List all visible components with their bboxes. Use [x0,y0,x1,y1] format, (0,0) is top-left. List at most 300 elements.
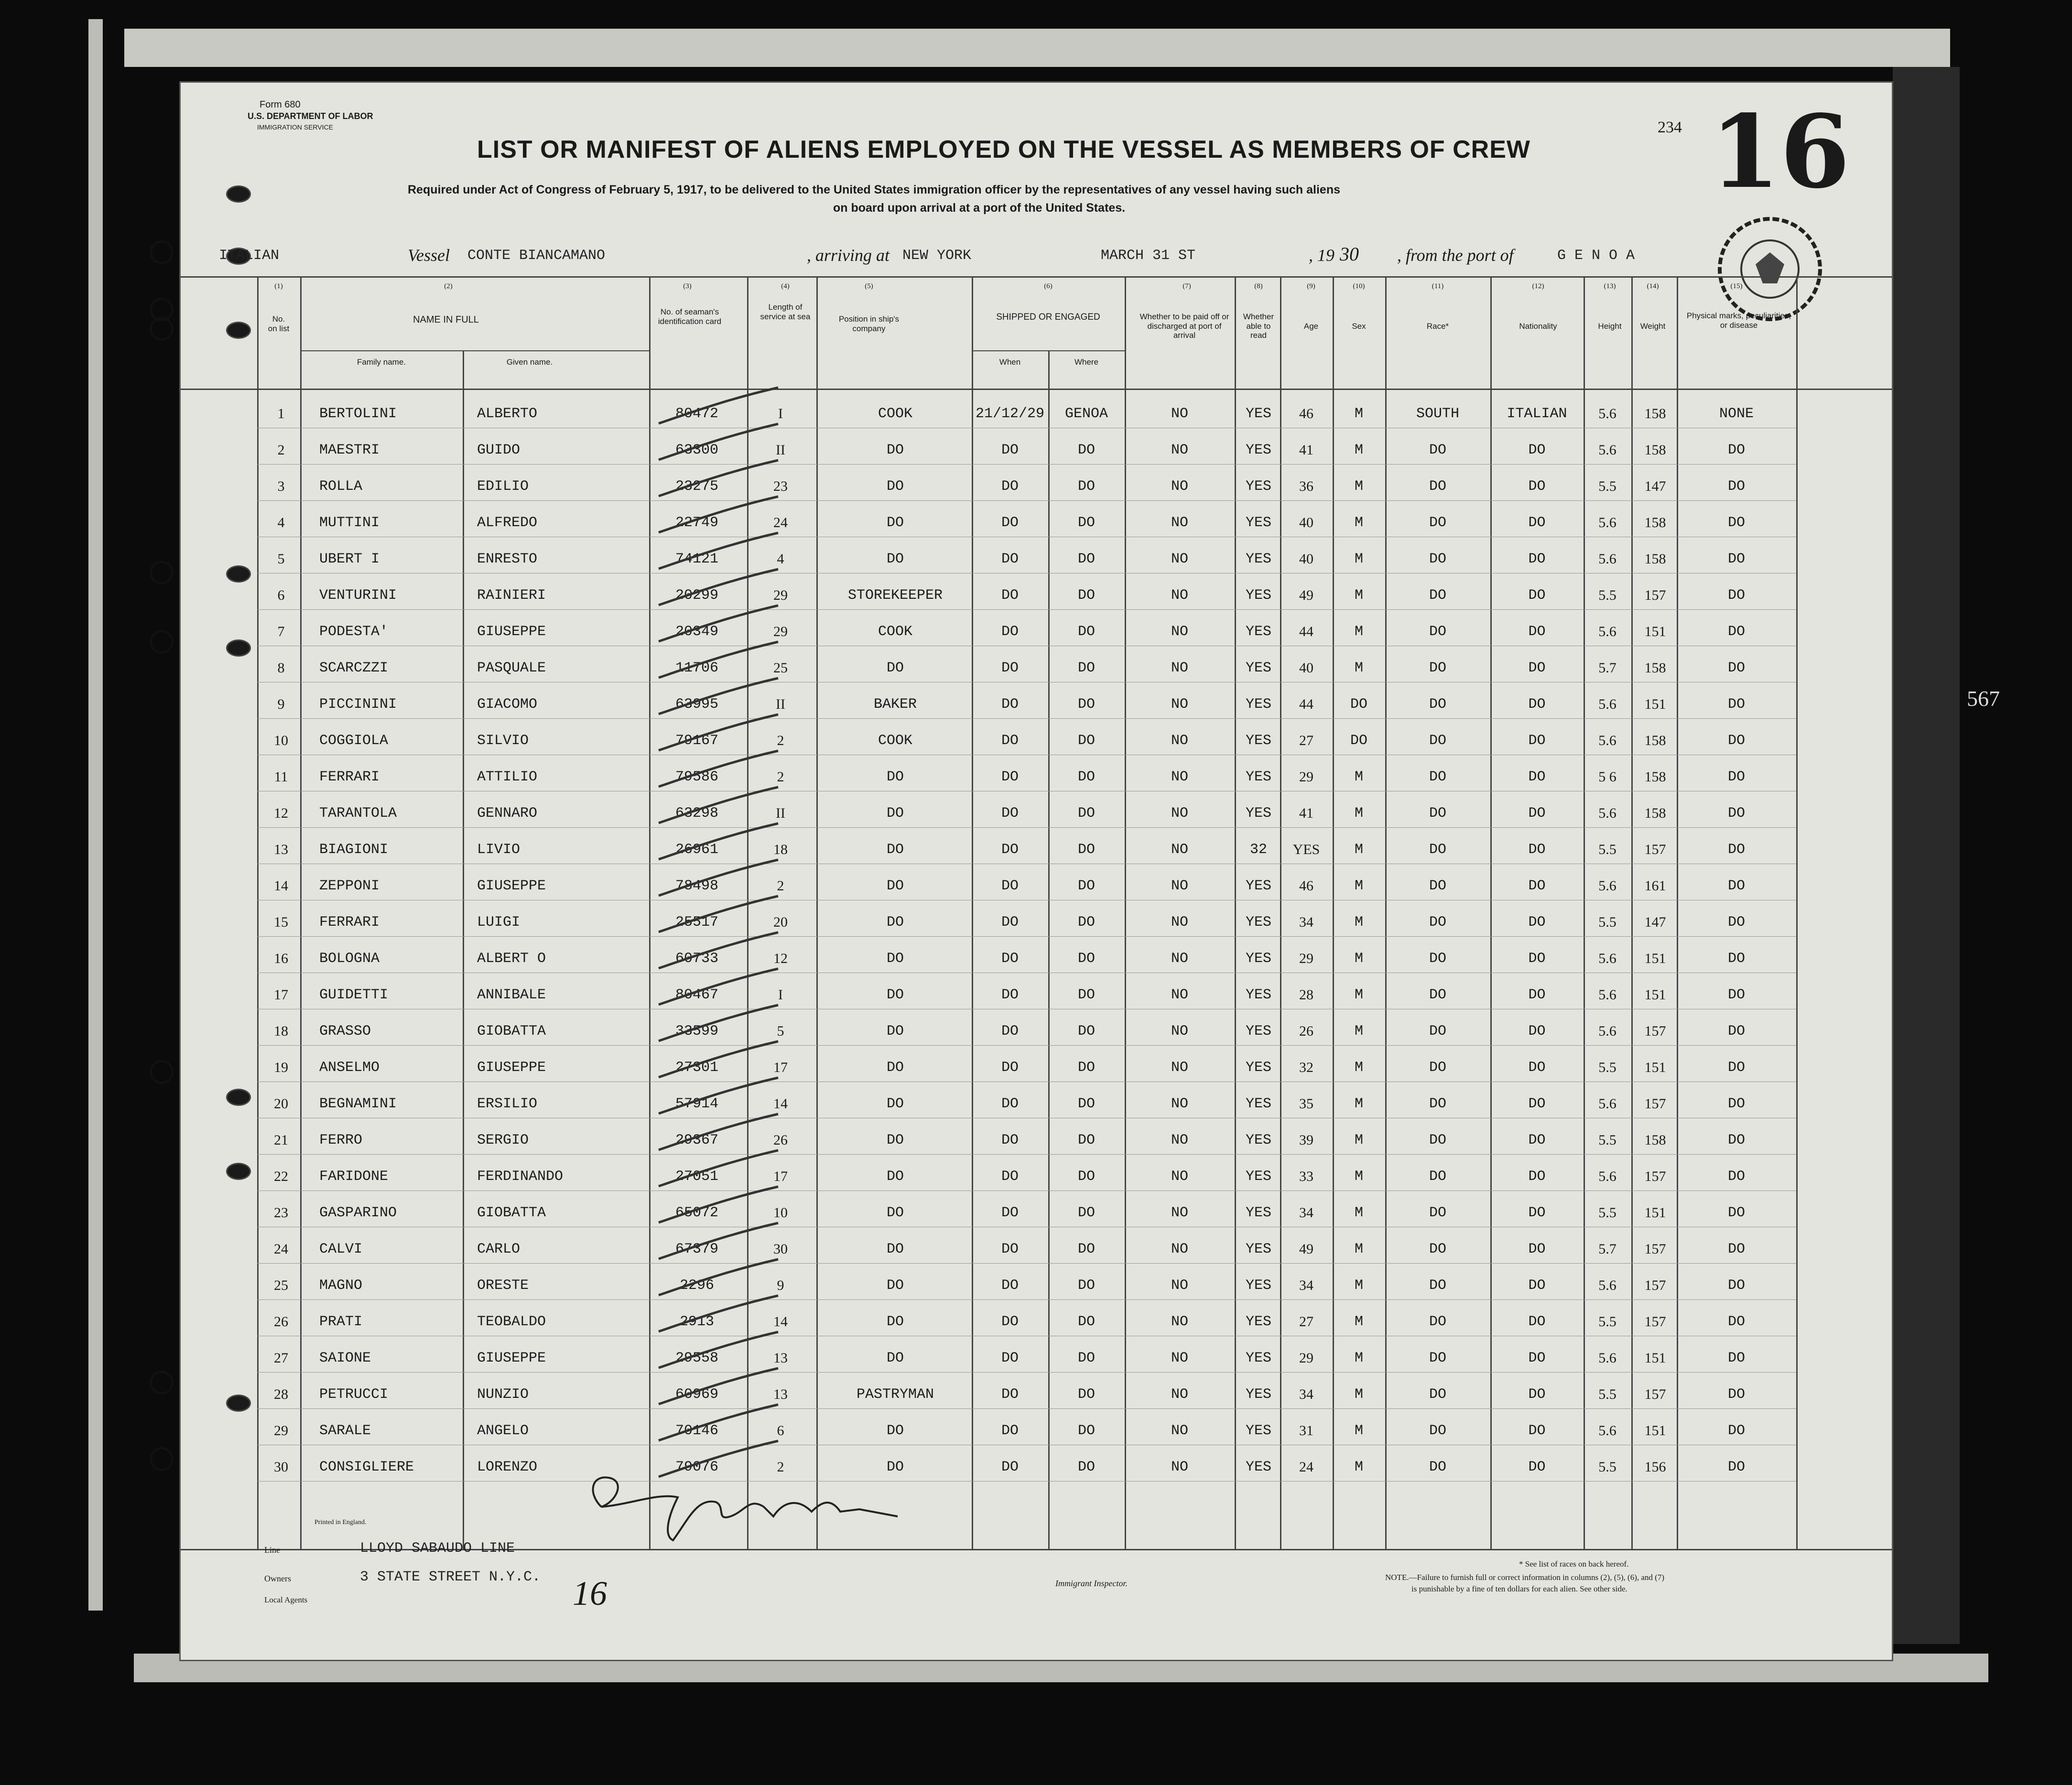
cell-nationality: DO [1528,733,1546,749]
cell-given: GUIDO [477,442,521,458]
cell-marks: DO [1727,878,1745,894]
cell-card: 79076 [675,1459,718,1475]
cell-age: 33 [1299,1168,1313,1184]
note-line-2: is punishable by a fine of ten dollars for each alien. See other side. [1411,1584,1627,1593]
cell-where: GENOA [1064,406,1108,422]
cell-given: GIOBATTA [477,1023,546,1039]
cell-age: 32 [1299,1060,1313,1075]
table-row [181,1082,1892,1118]
cell-family: VENTURINI [319,587,397,604]
cell-sex: M [1354,551,1363,567]
handwritten-signature [573,1464,907,1550]
cell-race: DO [1429,1277,1446,1294]
cell-marks: DO [1727,951,1745,967]
cell-marks: DO [1727,442,1745,458]
table-row [181,865,1892,900]
cell-sex: M [1354,624,1363,640]
cell-service: 24 [773,515,788,530]
cell-race: DO [1429,1423,1446,1439]
cell-service: 14 [773,1314,788,1330]
cell-marks: DO [1727,660,1745,676]
cell-paid: NO [1171,515,1188,531]
cell-read: YES [1245,1205,1271,1221]
cell-weight: 151 [1644,624,1666,639]
table-row [181,1046,1892,1082]
cell-age: 46 [1299,878,1313,894]
cell-read: YES [1245,515,1271,531]
cell-position: DO [886,1459,904,1475]
cell-position: DO [886,769,904,785]
cell-no: 26 [274,1314,288,1330]
cell-service: I [778,406,783,422]
cell-position: DO [886,987,904,1003]
col-num-5: (5) [865,282,873,290]
col-head-age: Age [1303,322,1319,331]
arrival-date: MARCH 31 ST [1101,248,1196,264]
cell-card: 57914 [675,1096,718,1112]
cell-no: 8 [277,660,285,676]
table-row [181,647,1892,682]
cell-read: YES [1245,442,1271,458]
cell-given: SERGIO [477,1132,529,1148]
cell-height: 5.6 [1598,1350,1616,1366]
cell-height: 5.6 [1598,515,1616,530]
cell-service: 26 [773,1132,788,1148]
cell-no: 6 [277,587,285,603]
cell-paid: NO [1171,914,1188,930]
cell-card: 20299 [675,587,718,604]
col-num-8: (8) [1254,282,1263,290]
cell-card: 67379 [675,1241,718,1257]
cell-service: 10 [773,1205,788,1221]
row-rule [257,1372,1796,1373]
cell-sex: M [1354,1205,1363,1221]
cell-marks: DO [1727,696,1745,713]
cell-race: DO [1429,696,1446,713]
row-rule [257,936,1796,937]
cell-age: 44 [1299,624,1313,639]
cell-given: GIUSEPPE [477,1350,546,1366]
cell-family: SAIONE [319,1350,371,1366]
cell-given: GIUSEPPE [477,1060,546,1076]
cell-marks: DO [1727,624,1745,640]
cell-weight: 158 [1644,406,1666,422]
cell-marks: DO [1727,478,1745,495]
cell-height: 5.7 [1598,660,1616,676]
table-row [181,538,1892,573]
cell-height: 5.5 [1598,1060,1616,1075]
cell-family: BOLOGNA [319,951,380,967]
cell-paid: NO [1171,1205,1188,1221]
binding-ring [150,1060,174,1084]
cell-position: DO [886,442,904,458]
col-head-where: Where [1074,357,1099,367]
table-row [181,937,1892,973]
cell-paid: NO [1171,878,1188,894]
cell-position: DO [886,805,904,822]
cell-card: 29558 [675,1350,718,1366]
col-head-name: NAME IN FULL [413,314,479,325]
cell-given: ALFREDO [477,515,538,531]
col-head-weight: Weight [1640,322,1666,331]
small-page-number: 234 [1658,119,1682,136]
cell-where: DO [1077,769,1095,785]
cell-weight: 147 [1644,914,1666,930]
cell-height: 5.7 [1598,1241,1616,1257]
table-row [181,1446,1892,1482]
cell-where: DO [1077,914,1095,930]
cell-service: 30 [773,1241,788,1257]
cell-height: 5.5 [1598,914,1616,930]
cell-when: DO [1001,515,1019,531]
cell-given: ALBERTO [477,406,538,422]
binding-ring [150,630,174,654]
cell-weight: 147 [1644,478,1666,494]
vessel-name: CONTE BIANCAMANO [467,248,606,264]
cell-when: DO [1001,442,1019,458]
cell-nationality: DO [1528,1459,1546,1475]
handwritten-mark: 16 [573,1574,607,1612]
cell-given: ENRESTO [477,551,538,567]
cell-position: DO [886,478,904,495]
col-head-when: When [999,357,1021,367]
cell-read: YES [1245,660,1271,676]
cell-nationality: DO [1528,1060,1546,1076]
cell-nationality: DO [1528,1350,1546,1366]
cell-where: DO [1077,951,1095,967]
col-head-marks: Physical marks, peculiarities, or disease [1686,311,1791,330]
cell-service: 4 [777,551,784,567]
cell-paid: NO [1171,696,1188,713]
cell-where: DO [1077,842,1095,858]
cell-marks: DO [1727,1060,1745,1076]
table-row [181,1264,1892,1300]
cell-paid: NO [1171,769,1188,785]
cell-when: DO [1001,1205,1019,1221]
cell-when: DO [1001,842,1019,858]
cell-paid: NO [1171,1350,1188,1366]
page-number: 16 [1710,93,1850,211]
cell-race: DO [1429,769,1446,785]
local-agents-label: Local Agents [264,1595,308,1604]
cell-read: YES [1245,478,1271,495]
cell-position: DO [886,515,904,531]
cell-sex: M [1354,878,1363,894]
cell-no: 12 [274,805,288,821]
cell-height: 5.6 [1598,951,1616,966]
cell-marks: DO [1727,805,1745,822]
cell-where: DO [1077,1386,1095,1403]
cell-no: 16 [274,951,288,966]
cell-position: DO [886,914,904,930]
cell-age: 40 [1299,551,1313,567]
cell-weight: 158 [1644,660,1666,676]
cell-weight: 157 [1644,1314,1666,1330]
cell-sex: M [1354,1350,1363,1366]
col-num-3: (3) [683,282,692,290]
cell-age: 34 [1299,914,1313,930]
cell-family: FERRARI [319,769,380,785]
cell-family: MUTTINI [319,515,380,531]
service: IMMIGRATION SERVICE [257,123,333,131]
cell-nationality: DO [1528,442,1546,458]
cell-position: DO [886,878,904,894]
row-rule [257,1408,1796,1409]
cell-race: DO [1429,1205,1446,1221]
cell-race: DO [1429,878,1446,894]
cell-service: 2 [777,878,784,894]
cell-race: DO [1429,987,1446,1003]
cell-height: 5.6 [1598,442,1616,458]
cell-weight: 156 [1644,1459,1666,1475]
cell-where: DO [1077,1060,1095,1076]
cell-sex: M [1354,951,1363,967]
cell-when: DO [1001,1096,1019,1112]
cell-sex: M [1354,1277,1363,1294]
cell-weight: 151 [1644,696,1666,712]
cell-age: 24 [1299,1459,1313,1475]
col-num-4: (4) [781,282,790,290]
cell-family: CONSIGLIERE [319,1459,414,1475]
cell-weight: 151 [1644,951,1666,966]
arrival-year: 30 [1340,243,1359,265]
department: U.S. DEPARTMENT OF LABOR [248,111,373,121]
cell-race: SOUTH [1416,406,1459,422]
cell-race: DO [1429,951,1446,967]
cell-where: DO [1077,587,1095,604]
cell-race: DO [1429,515,1446,531]
cell-sex: M [1354,769,1363,785]
cell-when: DO [1001,1060,1019,1076]
cell-nationality: DO [1528,1423,1546,1439]
cell-service: 13 [773,1386,788,1402]
cell-where: DO [1077,1205,1095,1221]
cell-when: DO [1001,878,1019,894]
cell-weight: 151 [1644,1423,1666,1439]
cell-no: 27 [274,1350,288,1366]
cell-where: DO [1077,1277,1095,1294]
subheader-rule [972,350,1125,351]
cell-read: YES [1245,1241,1271,1257]
cell-height: 5.6 [1598,1277,1616,1293]
cell-paid: NO [1171,842,1188,858]
cell-weight: 157 [1644,1096,1666,1112]
cell-read: YES [1245,696,1271,713]
row-rule [257,1190,1796,1191]
cell-age: 29 [1299,951,1313,966]
cell-card: 63298 [675,805,718,822]
table-row [181,756,1892,791]
cell-sex: M [1354,914,1363,930]
cell-read: YES [1245,1096,1271,1112]
cell-no: 1 [277,406,285,422]
col-num-10: (10) [1353,282,1365,290]
cell-age: 27 [1299,733,1313,748]
cell-card: 20349 [675,624,718,640]
cell-sex: DO [1350,696,1367,713]
cell-read: YES [1245,1060,1271,1076]
cell-given: NUNZIO [477,1386,529,1403]
cell-where: DO [1077,805,1095,822]
from-port-label: , from the port of [1397,246,1514,265]
cell-marks: DO [1727,1168,1745,1185]
cell-position: BAKER [873,696,917,713]
cell-paid: NO [1171,1132,1188,1148]
line-label: Line [264,1545,280,1555]
cell-position: DO [886,1350,904,1366]
cell-sex: M [1354,515,1363,531]
cell-position: DO [886,1241,904,1257]
cell-given: GIUSEPPE [477,624,546,640]
cell-nationality: DO [1528,551,1546,567]
cell-service: 29 [773,624,788,639]
cell-position: DO [886,1132,904,1148]
cell-sex: M [1354,442,1363,458]
col-head-read: Whether able to read [1243,312,1274,340]
cell-paid: NO [1171,1023,1188,1039]
table-row [181,1155,1892,1191]
cell-nationality: DO [1528,878,1546,894]
cell-marks: DO [1727,1023,1745,1039]
cell-service: II [776,442,785,458]
cell-given: GIUSEPPE [477,878,546,894]
cell-weight: 158 [1644,1132,1666,1148]
cell-sex: M [1354,1241,1363,1257]
cell-card: 65072 [675,1205,718,1221]
binding-hole [226,322,251,339]
cell-nationality: DO [1528,1023,1546,1039]
cell-nationality: DO [1528,1241,1546,1257]
cell-given: LORENZO [477,1459,538,1475]
row-rule [257,1045,1796,1046]
cell-read: YES [1245,551,1271,567]
consulate-seal [1710,212,1830,326]
cell-nationality: DO [1528,515,1546,531]
cell-service: 13 [773,1350,788,1366]
cell-race: DO [1429,1023,1446,1039]
cell-nationality: DO [1528,1168,1546,1185]
cell-service: 23 [773,478,788,494]
cell-weight: 158 [1644,515,1666,530]
cell-height: 5.5 [1598,1132,1616,1148]
cell-given: ANGELO [477,1423,529,1439]
col-num-6: (6) [1044,282,1052,290]
table-row [181,1409,1892,1445]
cell-nationality: DO [1528,1096,1546,1112]
cell-no: 9 [277,696,285,712]
cell-family: GUIDETTI [319,987,389,1003]
page-subtitle-2: on board upon arrival at a port of the United States. [833,201,1126,215]
cell-card: 60969 [675,1386,718,1403]
cell-age: 40 [1299,660,1313,676]
cell-marks: DO [1727,1350,1745,1366]
cell-weight: 157 [1644,1023,1666,1039]
cell-read: YES [1245,1168,1271,1185]
cell-given: PASQUALE [477,660,546,676]
col-head-nationality: Nationality [1519,322,1557,331]
cell-where: DO [1077,515,1095,531]
cell-race: DO [1429,624,1446,640]
cell-when: DO [1001,660,1019,676]
cell-age: 29 [1299,1350,1313,1366]
table-row [181,1228,1892,1264]
subheader-rule [300,350,649,351]
departure-port: G E N O A [1557,248,1635,264]
cell-read: YES [1245,769,1271,785]
cell-where: DO [1077,1023,1095,1039]
cell-nationality: DO [1528,842,1546,858]
cell-paid: NO [1171,1423,1188,1439]
cell-family: GASPARINO [319,1205,397,1221]
cell-family: ANSELMO [319,1060,380,1076]
cell-sex: M [1354,1060,1363,1076]
cell-height: 5.5 [1598,478,1616,494]
cell-marks: DO [1727,1241,1745,1257]
cell-read: YES [1245,1277,1271,1294]
cell-age: 34 [1299,1277,1313,1293]
cell-marks: DO [1727,1205,1745,1221]
cell-read: YES [1245,587,1271,604]
cell-given: ANNIBALE [477,987,546,1003]
cell-sex: DO [1350,733,1367,749]
cell-nationality: DO [1528,478,1546,495]
cell-where: DO [1077,1132,1095,1148]
races-note: * See list of races on back hereof. [1519,1559,1629,1569]
cell-where: DO [1077,1241,1095,1257]
cell-family: SCARCZZI [319,660,389,676]
cell-height: 5.5 [1598,842,1616,857]
cell-when: DO [1001,551,1019,567]
cell-weight: 151 [1644,1350,1666,1366]
cell-read: YES [1245,1132,1271,1148]
cell-given: LIVIO [477,842,521,858]
cell-height: 5.6 [1598,1423,1616,1439]
cell-height: 5.6 [1598,987,1616,1003]
cell-position: COOK [878,624,912,640]
cell-no: 19 [274,1060,288,1075]
cell-age: 44 [1299,696,1313,712]
cell-paid: NO [1171,1277,1188,1294]
cell-service: 9 [777,1277,784,1293]
cell-marks: DO [1727,1132,1745,1148]
cell-position: DO [886,1205,904,1221]
cell-height: 5.6 [1598,1096,1616,1112]
cell-given: ALBERT O [477,951,546,967]
cell-weight: 158 [1644,442,1666,458]
cell-age: 41 [1299,805,1313,821]
cell-family: ROLLA [319,478,363,495]
cell-card: 79586 [675,769,718,785]
table-row [181,792,1892,828]
cell-card: 63995 [675,696,718,713]
cell-paid: NO [1171,587,1188,604]
cell-race: DO [1429,587,1446,604]
top-paper-edge [124,29,1950,67]
cell-height: 5.6 [1598,406,1616,422]
cell-when: DO [1001,769,1019,785]
cell-family: PODESTA' [319,624,389,640]
cell-read: YES [1245,951,1271,967]
cell-given: GIACOMO [477,696,538,713]
cell-position: DO [886,951,904,967]
cell-age: 40 [1299,515,1313,530]
cell-read: YES [1245,733,1271,749]
cell-race: DO [1429,551,1446,567]
cell-read: YES [1245,1386,1271,1403]
cell-when: DO [1001,1459,1019,1475]
cell-when: DO [1001,1350,1019,1366]
cell-where: DO [1077,1459,1095,1475]
